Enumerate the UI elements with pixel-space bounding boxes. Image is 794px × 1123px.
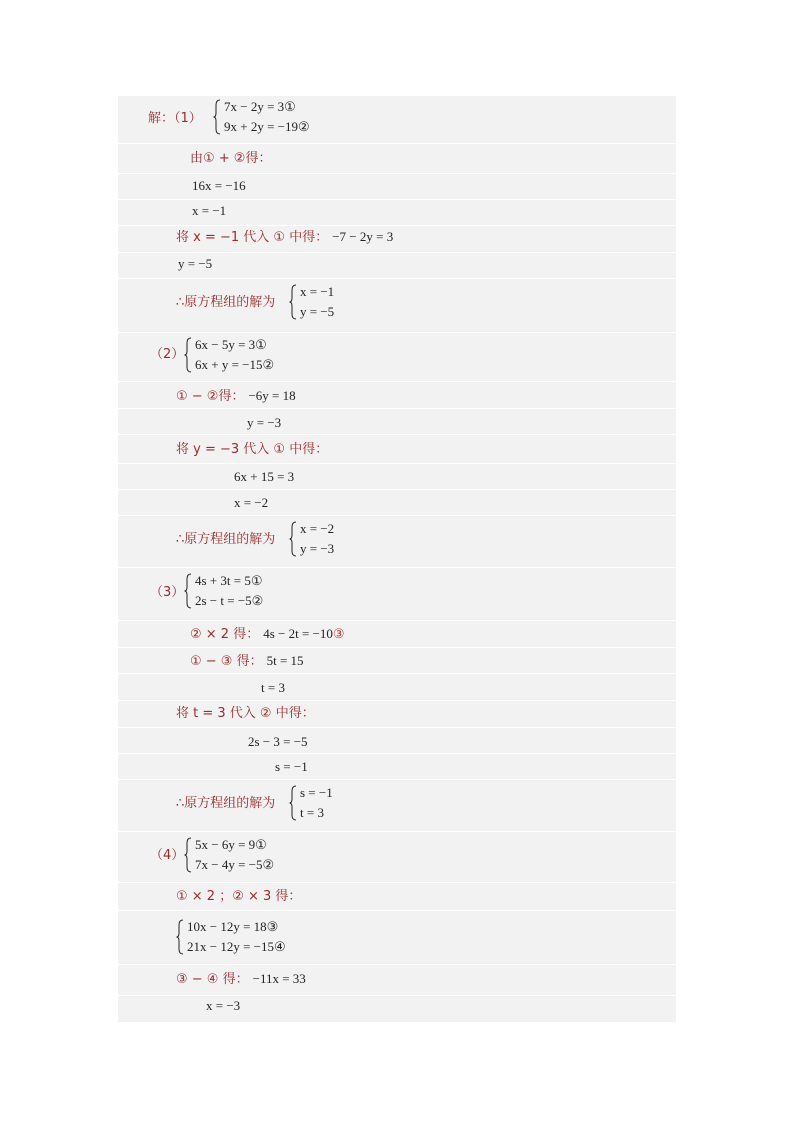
row-separator — [118, 463, 676, 464]
step-line — [190, 626, 345, 643]
row-separator — [118, 515, 676, 516]
equation: 5t = 15 — [266, 653, 304, 668]
equation: 7x − 4y = −5② — [195, 857, 275, 872]
step-text: ③ − ④ 得： — [176, 972, 249, 987]
brace-icon — [176, 919, 184, 955]
row-separator — [118, 434, 676, 435]
equation: s = −1 — [300, 785, 333, 800]
row-separator — [118, 620, 676, 621]
equation: y = −5 — [178, 256, 213, 271]
row-separator — [118, 332, 676, 333]
row-separator — [118, 173, 676, 174]
equation: y = −5 — [300, 304, 335, 319]
conclusion-text: ∴原方程组的解为 — [176, 532, 276, 547]
step-text: ① × 2 ；② × 3 得： — [176, 889, 302, 904]
brace-icon — [289, 284, 297, 320]
equation: 4s + 3t = 5① — [195, 573, 263, 588]
equation: −6y = 18 — [248, 388, 296, 403]
row-separator — [118, 882, 676, 883]
equation: 6x + 15 = 3 — [234, 469, 295, 484]
equation: −7 − 2y = 3 — [332, 229, 394, 244]
step-text: ② × 2 得： — [190, 627, 260, 642]
row-separator — [118, 964, 676, 965]
equation: y = −3 — [247, 415, 282, 430]
row-separator — [118, 995, 676, 996]
step-text: 将 y = −3 代入 ① 中得： — [176, 442, 329, 457]
step-text: 由① + ②得： — [190, 151, 272, 166]
step-line — [176, 971, 306, 988]
equation: 5x − 6y = 9① — [195, 837, 267, 852]
part1-label: 解：（1） — [148, 111, 202, 126]
step-text: ① − ③ 得： — [190, 654, 263, 669]
equation: x = −2 — [234, 495, 269, 510]
equation: 16x = −16 — [192, 178, 246, 193]
row-separator — [118, 199, 676, 200]
equation: 10x − 12y = 18③ — [187, 919, 279, 934]
part4-label: （4） — [150, 848, 185, 863]
row-separator — [118, 489, 676, 490]
equation: 7x − 2y = 3① — [224, 99, 296, 114]
row-separator — [118, 673, 676, 674]
step-text: 将 t = 3 代入 ② 中得： — [176, 706, 315, 721]
brace-icon — [289, 521, 297, 557]
equation: x = −3 — [206, 998, 241, 1013]
row-separator — [118, 727, 676, 728]
equation: 2s − 3 = −5 — [248, 734, 308, 749]
equation: x = −1 — [192, 203, 227, 218]
row-separator — [118, 143, 676, 144]
equation: y = −3 — [300, 541, 335, 556]
brace-icon — [184, 837, 192, 873]
substitution-line — [176, 229, 393, 246]
equation: 6x − 5y = 3① — [195, 337, 267, 352]
equation: −11x = 33 — [252, 971, 306, 986]
row-separator — [118, 910, 676, 911]
conclusion-text: ∴原方程组的解为 — [176, 796, 276, 811]
equation: s = −1 — [275, 759, 308, 774]
part3-label: （3） — [150, 585, 185, 600]
row-separator — [118, 225, 676, 226]
equation: 9x + 2y = −19② — [224, 119, 310, 134]
row-separator — [118, 831, 676, 832]
conclusion-text: ∴原方程组的解为 — [176, 295, 276, 310]
equation: 21x − 12y = −15④ — [187, 939, 286, 954]
brace-icon — [289, 785, 297, 821]
row-separator — [118, 753, 676, 754]
equation: x = −2 — [300, 521, 335, 536]
row-separator — [118, 567, 676, 568]
brace-icon — [184, 573, 192, 609]
equation: 6x + y = −15② — [195, 357, 275, 372]
step-text: ① − ②得： — [176, 389, 245, 404]
row-separator — [118, 408, 676, 409]
row-separator — [118, 381, 676, 382]
step-line — [176, 388, 296, 405]
circled-number-three: ③ — [332, 627, 345, 642]
row-separator — [118, 700, 676, 701]
brace-icon — [213, 99, 221, 135]
equation: 2s − t = −5② — [195, 593, 264, 608]
equation: x = −1 — [300, 284, 335, 299]
equation: t = 3 — [261, 680, 285, 695]
brace-icon — [184, 337, 192, 373]
row-separator — [118, 647, 676, 648]
step-text: 将 x = −1 代入 ① 中得： — [176, 230, 329, 245]
equation: t = 3 — [300, 805, 324, 820]
row-separator — [118, 252, 676, 253]
part2-label: （2） — [150, 347, 185, 362]
row-separator — [118, 278, 676, 279]
equation: 4s − 2t = −10 — [263, 626, 333, 641]
row-separator — [118, 779, 676, 780]
step-line — [190, 653, 304, 670]
